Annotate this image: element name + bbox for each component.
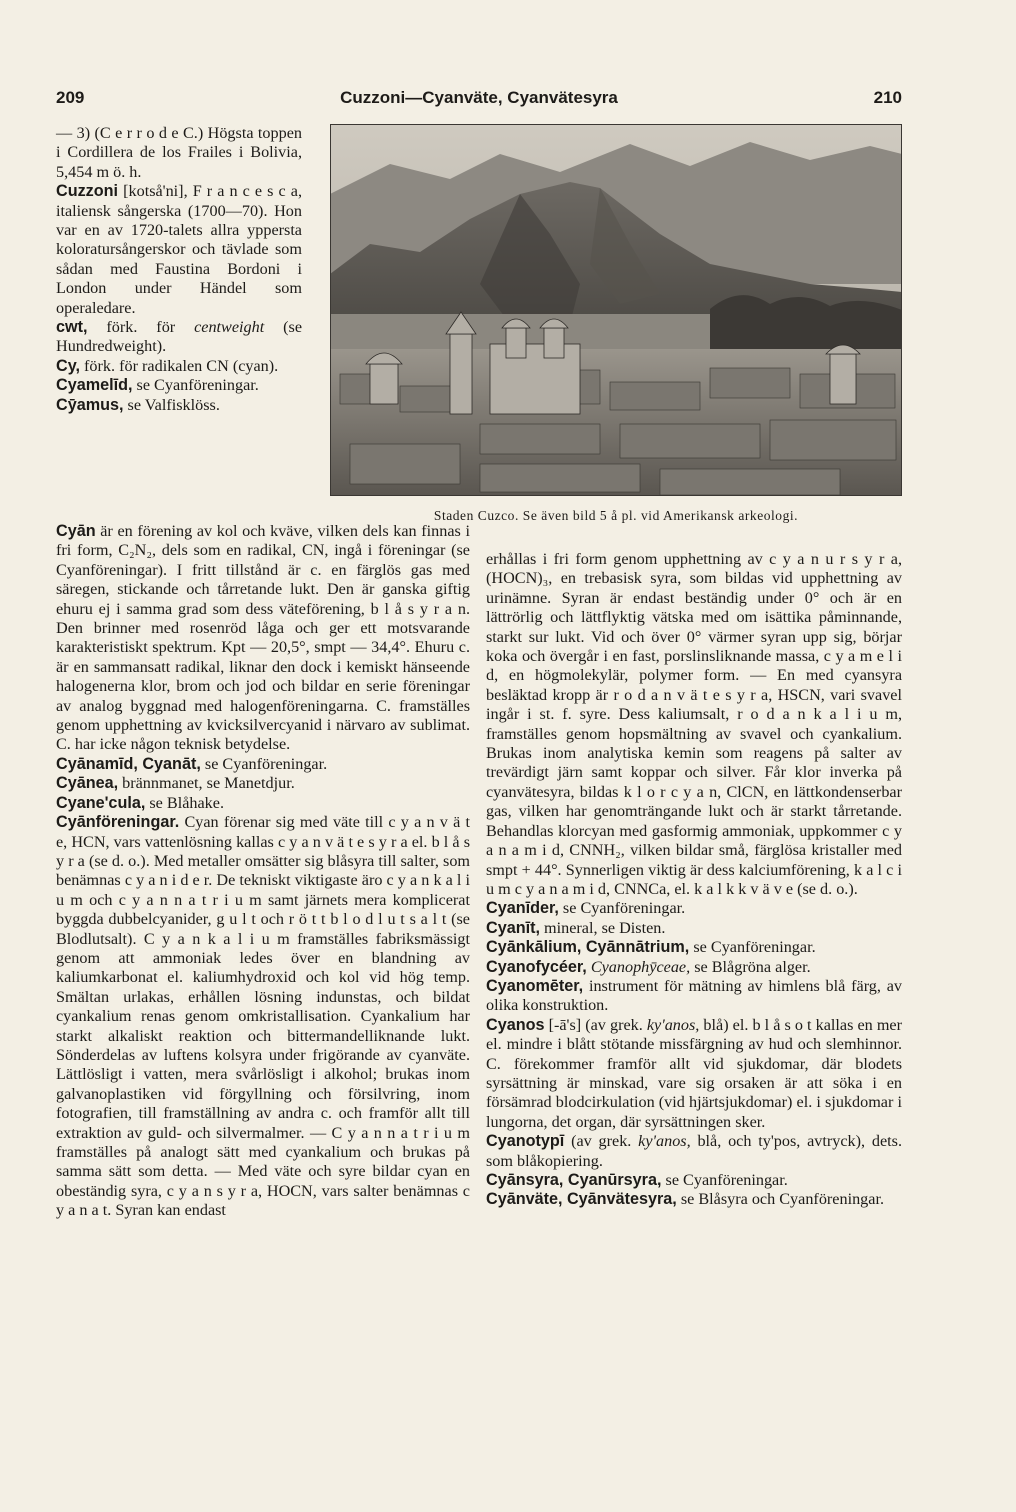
- entry-cyansyra: Cyānsyra, Cyanūrsyra, se Cyanföreningar.: [486, 1171, 788, 1189]
- entry-cyanforeningar: Cyānföreningar. Cyan förenar sig med väte till c y a n v ä t e, HCN, vars vattenlösning kallas c y a n v ä t e s y r a el. b l å s y r a (se d. o.). Med metaller omsätter sig blåsyra till salter, som benämnas c y a n i d e r. De tekniskt viktigaste äro c y a n k a l i u m och c y a n n a t r i u m samt järnets mera komplicerat byggda dubbelcyanider, g u l t och r ö t t b l o d l u t s a l t (se Blodlutsalt). C y a n k a l i u m framställes fabriksmässigt genom att ammoniak ledes över en blandning av kaliumkarbonat el. kaliumhydroxid och kol vid hög temp. Smältan urlakas, erhållen lösning indunstas, och bildat cyankalium renas genom omkristallisation. Cyankalium har starkt alkaliskt reaktion och bittermandelliknande lukt. Sönderdelas av luftens kolsyra under frigörande av cyanväte. Lättlösligt i vatten, mera svårlösligt i alkohol; brukas inom galvanoplastiken vid förgyllning och försilvring, inom fotografien, till framställning av andra c. och framför allt till extraktion av guld- och silvermalmer. — C y a n n a t r i u m framställes på analogt sätt med cyankalium och brukas på samma sätt som detta. — Med väte och syre bildar cyan en obeständig syra, c y a n s y r a, HOCN, vars salter benämnas c y a n a t. Syran kan endast: [56, 813, 470, 1220]
- entry-cyamelid: Cyamelīd, se Cyanföreningar.: [56, 376, 259, 395]
- entry-cyanecula: Cyane'cula, se Blåhake.: [56, 793, 224, 812]
- entry-cerro-continuation: — 3) (C e r r o d e C.) Högsta toppen i Cordillera de los Frailes i Bolivia, 5,454 m ö. h.: [56, 124, 302, 181]
- entry-cyanider: Cyanīder, se Cyanföreningar.: [486, 899, 686, 918]
- entry-cwt: cwt, förk. för centweight (se Hundredweight).: [56, 318, 302, 356]
- top-left-column: [56, 124, 302, 415]
- running-title: Cuzzoni—Cyanväte, Cyanvätesyra: [340, 88, 618, 107]
- entry-cyan: Cyān är en förening av kol och kväve, vilken dels kan finnas i fri form, C₂N₂, dels som en radikal, CN, ingå i föreningar (se Cyanföreningar). I fritt tillstånd är c. en färglös gas med säregen, stickande och tårretande lukt. Den är ganska giftig ehuru ej i samma grad som dess väteförening, b l å s y r a n. Den brinner med rosenröd låga och ger ett motsvarande karakteristiskt spektrum. Kpt — 20,5°, smpt — 34,4°. Ehuru c. är en sammansatt radikal, liknar den dock i kemiskt hänseende halogenerna klor, brom och jod och bildar en serie föreningar av analog byggnad med halogenföreningarna. C. framställes genom upphettning av kvicksilvercyanid i närvaro av sublimat. C. har icke någon teknisk betydelse.: [56, 522, 470, 754]
- page-header: [56, 88, 902, 112]
- entry-cyanofyceer: Cyanofycéer, Cyanophȳceae, se Blågröna alger.: [486, 957, 811, 976]
- entry-cyanamid: Cyānamīd, Cyanāt, se Cyanföreningar.: [56, 754, 328, 773]
- cuzco-photograph: [330, 124, 902, 496]
- entry-cyanos: Cyanos [-ā's] (av grek. ky'anos, blå) el. b l å s o t kallas en mer el. mindre i blått stötande missfärgning av hud och slemhinnor. C. förekommer framför allt vid sjukdomar, där blodets syrsättning är minskad, vare sig orsaken är att söka i en försämrad blodcirkulation (vid hjärtsjukdomar) el. i sjukdomar i lungorna, det organ, där syrsättningen sker.: [486, 1015, 903, 1131]
- entry-cyanea: Cyānea, brännmanet, se Manetdjur.: [56, 774, 295, 793]
- page-number-left: 209: [56, 88, 85, 107]
- entry-cyamus: Cȳamus, se Valfisklöss.: [56, 395, 220, 414]
- entry-cyanvate: Cyānväte, Cyānvätesyra, se Blåsyra och Cyanföreningar.: [486, 1190, 884, 1209]
- entry-cyanotypi: Cyanotypī (av grek. ky'anos, blå, och ty'pos, avtryck), dets. som blåkopiering.: [486, 1132, 902, 1170]
- left-column: [56, 522, 470, 1221]
- entry-cyanometer: Cyanomēter, instrument för mätning av himlens blå färg, av olika konstruktion.: [486, 976, 902, 1015]
- entry-cyansyra-continuation: erhållas i fri form genom upphettning av c y a n u r s y r a, (HOCN)₃, en trebasisk syra, som bildas vid upphettning av urinämne. Syran är endast beständig under 0° och är en lättrörlig och lättflyktig vätska med om isättika påminnande, starkt sur lukt. Vid och över 0° värmer syran upp sig, börjar koka och övergår i en fast, porslinsliknande massa, c y a m e l i d, en högmolekylär, polymer form. — En med cyansyra besläktad kropp är r o d a n v ä t e s y r a, HSCN, vari svavel ingår i st. f. syre. Dess kaliumsalt, r o d a n k a l i u m, framställes genom hopsmältning av svavel och cyankalium. Brukas inom analytiska kemin som reagens på salter av trevärdigt järn samt koppar och silver. Får klor inverka på cyanvätesyra, bildas k l o r c y a n, ClCN, en lättkondenserbar gas, vilken har genomträngande lukt och är starkt tårretande. Behandlas klorcyan med gasformig ammoniak, uppkommer c y a n a m i d, CNNH₂, vilken bildar små, färglösa kristaller med smpt + 44°. Synnerligen viktig är dess kalciumförening, k a l c i u m c y a n a m i d, CNNCa, el. k a l k k v ä v e (se d. o.).: [486, 550, 902, 898]
- entry-cy: Cy, förk. för radikalen CN (cyan).: [56, 356, 279, 375]
- figure-caption: Staden Cuzco. Se även bild 5 å pl. vid Amerikansk arkeologi.: [433, 508, 799, 523]
- cuzco-photo-illustration: [330, 124, 902, 496]
- entry-cyanit: Cyanīt, mineral, se Disten.: [486, 918, 666, 937]
- right-column: [486, 550, 902, 1210]
- page-number-right: 210: [873, 88, 902, 107]
- entry-cyankalium: Cyānkālium, Cyānnātrium, se Cyanföreningar.: [486, 938, 816, 957]
- entry-cuzzoni: Cuzzoni [kotså'ni], F r a n c e s c a, italiensk sångerska (1700—70). Hon var en av 1720-talets allra yppersta koloratursångerskor och tävlade som sådan med Faustina Bordoni i London under Händel som operaledare.: [56, 182, 302, 317]
